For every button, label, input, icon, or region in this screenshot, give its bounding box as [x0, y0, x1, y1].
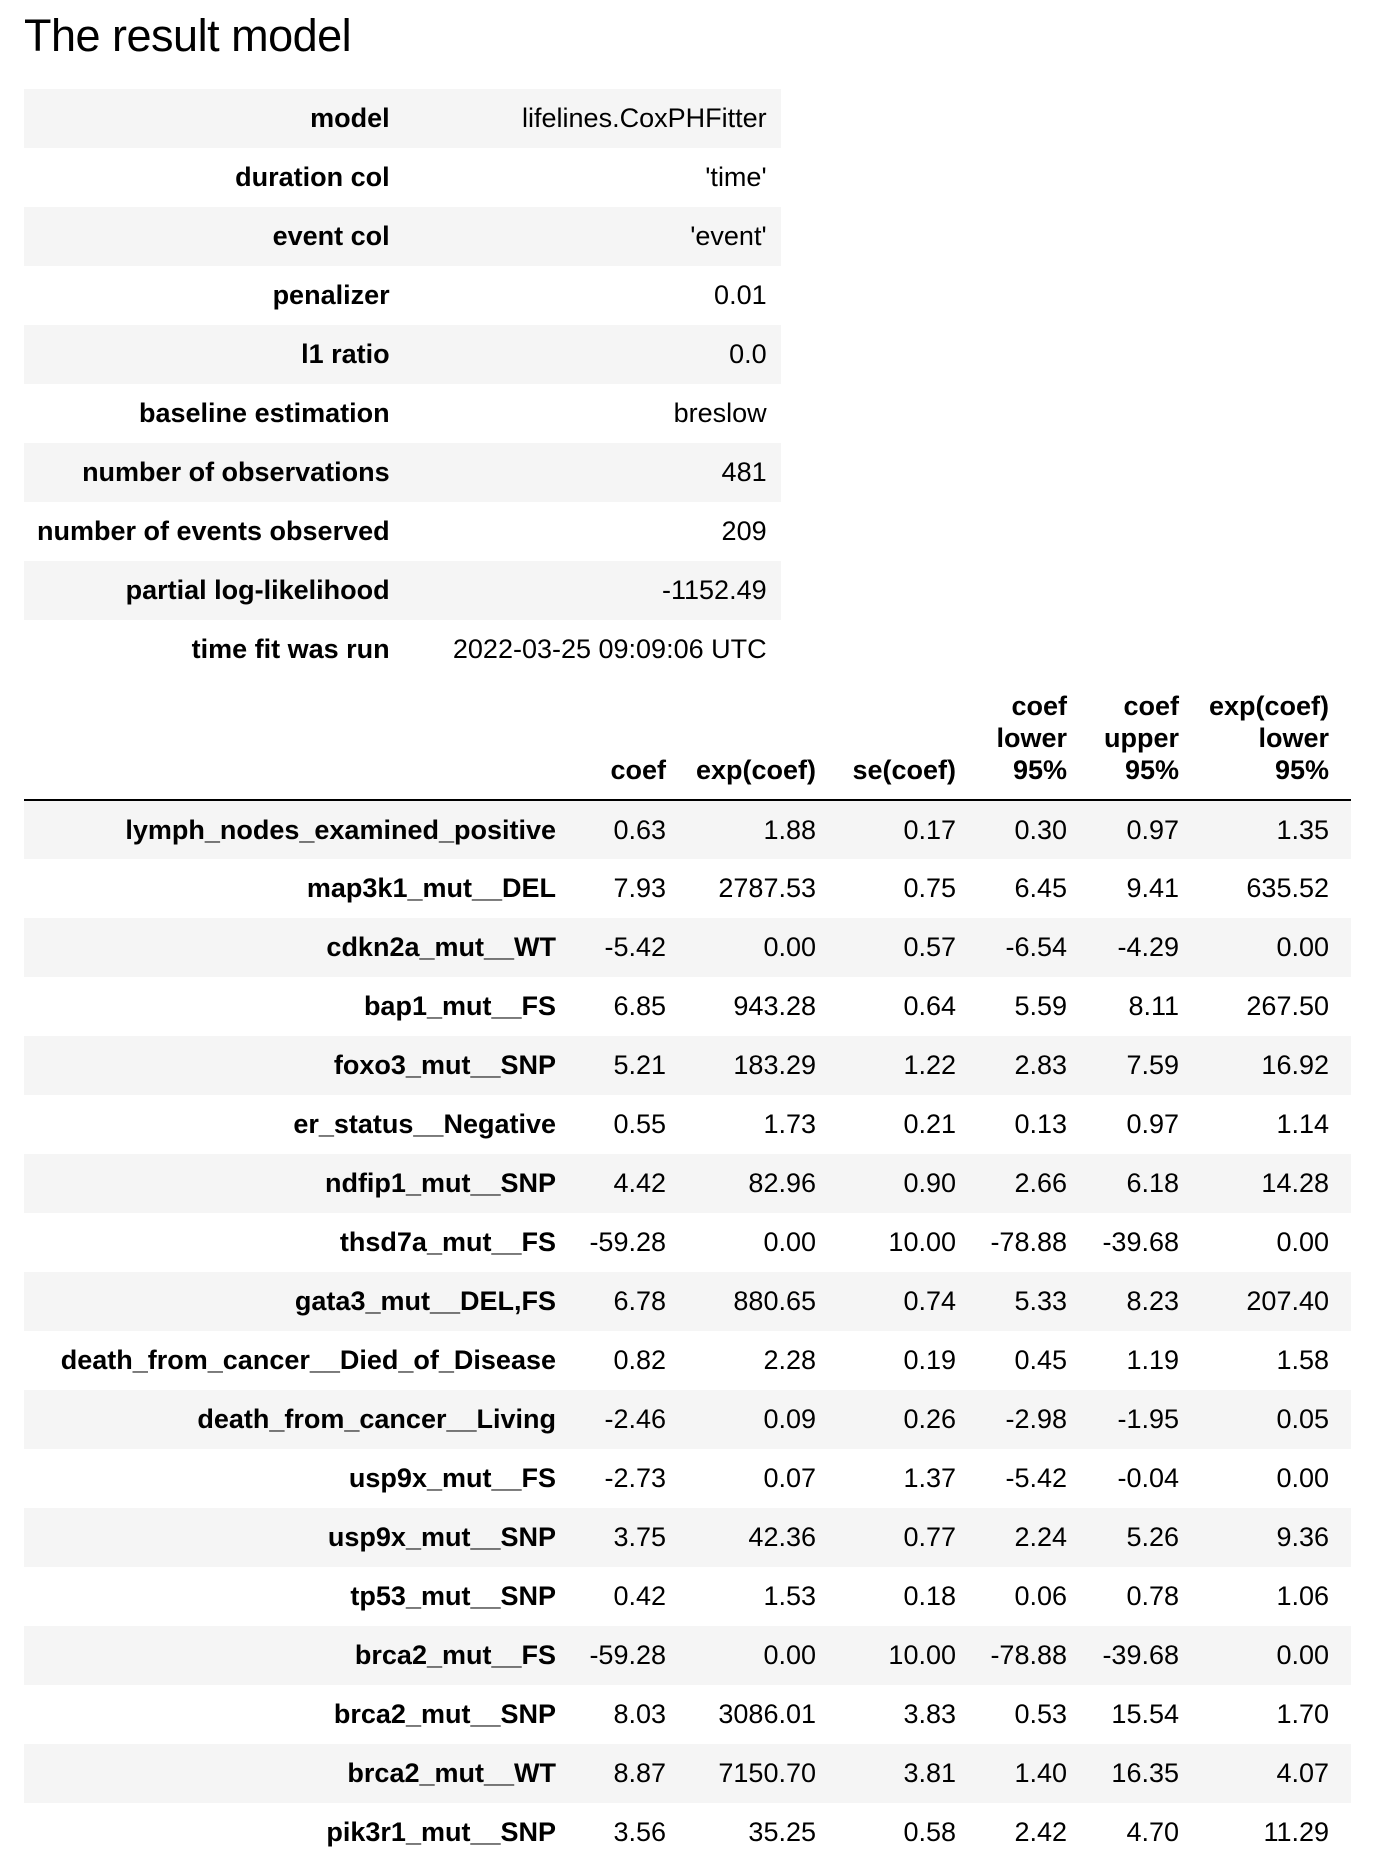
- table-row: [24, 1508, 1351, 1567]
- header-line: 95%: [1274, 755, 1329, 785]
- cell-exp-coef: 0.00: [763, 1227, 816, 1257]
- cell-se-coef: 0.26: [838, 1390, 978, 1449]
- cell-se-coef: 10.00: [888, 1227, 956, 1257]
- cell-coef-upper-95: 8.23: [1089, 1272, 1201, 1331]
- page-title: The result model: [24, 10, 352, 61]
- cell-coef-lower-95: -78.88: [978, 1626, 1089, 1685]
- cell-coef-lower-95: -78.88: [990, 1227, 1067, 1257]
- cell-coef-lower-95: 0.45: [1014, 1345, 1067, 1375]
- summary-label: number of observations: [24, 443, 417, 502]
- cell-exp-coef-lower-95: 0.00: [1201, 918, 1351, 977]
- summary-row: [24, 620, 781, 679]
- table-row: [24, 1685, 1351, 1744]
- cell-exp-coef-lower-95: 207.40: [1201, 1272, 1351, 1331]
- model-summary-table: [24, 89, 781, 679]
- table-row: [24, 1803, 1351, 1862]
- table-row: [24, 800, 1351, 859]
- cell-coef-upper-95: 9.41: [1126, 873, 1179, 903]
- covariate-name: foxo3_mut__SNP: [24, 1036, 582, 1095]
- cell-se-coef: 3.83: [903, 1699, 956, 1729]
- summary-value: -1152.49: [417, 561, 781, 620]
- cell-coef-lower-95: 5.59: [1014, 991, 1067, 1021]
- cell-coef-lower-95: 2.24: [978, 1508, 1089, 1567]
- cell-exp-coef-lower-95: 635.52: [1246, 873, 1329, 903]
- cell-exp-coef-lower-95: 1.35: [1201, 800, 1351, 859]
- cell-coef: 3.56: [613, 1817, 666, 1847]
- cell-se-coef: 0.17: [838, 800, 978, 859]
- summary-label: model: [24, 89, 417, 148]
- cell-se-coef: 0.57: [838, 918, 978, 977]
- header-line: coef: [1011, 691, 1067, 721]
- cell-exp-coef: 3086.01: [718, 1699, 816, 1729]
- table-row: [24, 1449, 1351, 1508]
- table-row: [24, 1390, 1351, 1449]
- cell-exp-coef: 0.00: [688, 918, 838, 977]
- cell-se-coef: 0.75: [903, 873, 956, 903]
- cell-coef-lower-95: -6.54: [978, 918, 1089, 977]
- cell-exp-coef-lower-95: 1.70: [1276, 1699, 1329, 1729]
- cell-exp-coef: 1.53: [763, 1581, 816, 1611]
- table-row: [24, 1567, 1351, 1626]
- summary-label: baseline estimation: [139, 398, 390, 428]
- table-row: [24, 1744, 1351, 1803]
- covariate-name: usp9x_mut__FS: [348, 1463, 556, 1493]
- summary-value: 0.01: [714, 280, 767, 310]
- cell-se-coef: 0.90: [838, 1154, 978, 1213]
- cell-exp-coef: 7150.70: [688, 1744, 838, 1803]
- cell-coef-lower-95: 0.53: [1014, 1699, 1067, 1729]
- cell-coef: 0.42: [613, 1581, 666, 1611]
- cell-exp-coef-lower-95: 0.00: [1201, 1626, 1351, 1685]
- covariate-name: brca2_mut__WT: [24, 1744, 582, 1803]
- covariate-name: lymph_nodes_examined_positive: [24, 800, 582, 859]
- cell-coef-upper-95: 15.54: [1111, 1699, 1179, 1729]
- cell-coef-lower-95: 1.40: [978, 1744, 1089, 1803]
- header-line: upper: [1103, 723, 1179, 753]
- header-line: coef: [1123, 691, 1179, 721]
- cell-coef: 0.55: [613, 1109, 666, 1139]
- cell-se-coef: 0.18: [903, 1581, 956, 1611]
- cell-exp-coef-lower-95: 14.28: [1201, 1154, 1351, 1213]
- cell-exp-coef: 42.36: [688, 1508, 838, 1567]
- header-blank: [24, 690, 582, 800]
- summary-label: number of events observed: [37, 516, 390, 546]
- summary-value: 'time': [705, 162, 767, 192]
- summary-value: 209: [721, 516, 767, 546]
- table-row: [24, 1095, 1351, 1154]
- cell-coef-upper-95: -39.68: [1089, 1626, 1201, 1685]
- cell-se-coef: 0.74: [838, 1272, 978, 1331]
- cell-coef-lower-95: 5.33: [978, 1272, 1089, 1331]
- summary-label: penalizer: [272, 280, 390, 310]
- cell-exp-coef-lower-95: 0.00: [1276, 1227, 1329, 1257]
- summary-label: partial log-likelihood: [24, 561, 417, 620]
- cell-exp-coef-lower-95: 16.92: [1201, 1036, 1351, 1095]
- header-coef-upper-95: [1089, 690, 1201, 800]
- cell-coef-lower-95: 0.30: [978, 800, 1089, 859]
- header-exp-coef: exp(coef): [688, 690, 838, 800]
- cell-exp-coef: 0.07: [763, 1463, 816, 1493]
- cell-exp-coef: 2.28: [763, 1345, 816, 1375]
- summary-row: [24, 325, 781, 384]
- cell-coef-upper-95: -1.95: [1089, 1390, 1201, 1449]
- header-coef: coef: [582, 690, 688, 800]
- covariate-name: ndfip1_mut__SNP: [24, 1154, 582, 1213]
- cell-exp-coef-lower-95: 0.00: [1276, 1463, 1329, 1493]
- cell-exp-coef: 0.09: [688, 1390, 838, 1449]
- cell-exp-coef: 1.73: [763, 1109, 816, 1139]
- covariate-name: tp53_mut__SNP: [350, 1581, 556, 1611]
- cell-coef-lower-95: -2.98: [978, 1390, 1089, 1449]
- summary-label: l1 ratio: [24, 325, 417, 384]
- header-line: 95%: [1012, 755, 1067, 785]
- cell-exp-coef-lower-95: 0.05: [1201, 1390, 1351, 1449]
- cell-se-coef: 3.81: [838, 1744, 978, 1803]
- header-line: exp(coef): [1208, 691, 1329, 721]
- cell-coef: 4.42: [582, 1154, 688, 1213]
- cell-coef: -2.73: [604, 1463, 666, 1493]
- cell-se-coef: 0.58: [903, 1817, 956, 1847]
- summary-row: [24, 502, 781, 561]
- summary-row: [24, 89, 781, 148]
- cell-coef-lower-95: 0.06: [1014, 1581, 1067, 1611]
- cell-coef-upper-95: -0.04: [1117, 1463, 1179, 1493]
- cell-coef-upper-95: 0.78: [1126, 1581, 1179, 1611]
- cell-coef-upper-95: 0.97: [1089, 800, 1201, 859]
- cell-se-coef: 0.64: [903, 991, 956, 1021]
- cell-coef-lower-95: 0.13: [1014, 1109, 1067, 1139]
- cell-coef: 0.63: [582, 800, 688, 859]
- cell-coef: 6.85: [613, 991, 666, 1021]
- cell-coef: 6.78: [582, 1272, 688, 1331]
- covariate-name: cdkn2a_mut__WT: [24, 918, 582, 977]
- cell-exp-coef-lower-95: 4.07: [1201, 1744, 1351, 1803]
- covariate-name: pik3r1_mut__SNP: [326, 1817, 556, 1847]
- table-row: [24, 1272, 1351, 1331]
- cell-coef-upper-95: 7.59: [1089, 1036, 1201, 1095]
- summary-row: [24, 148, 781, 207]
- header-line: lower: [996, 723, 1067, 753]
- summary-row: [24, 561, 781, 620]
- header-line: lower: [1258, 723, 1329, 753]
- summary-label: time fit was run: [191, 634, 390, 664]
- cell-coef-upper-95: 1.19: [1126, 1345, 1179, 1375]
- cell-coef: 5.21: [582, 1036, 688, 1095]
- cell-exp-coef: 35.25: [748, 1817, 816, 1847]
- header-exp-coef-lower-95: [1201, 690, 1351, 800]
- cell-coef: -59.28: [582, 1626, 688, 1685]
- cell-exp-coef-lower-95: 11.29: [1263, 1817, 1329, 1847]
- cell-exp-coef: 1.88: [688, 800, 838, 859]
- cell-coef: -59.28: [589, 1227, 666, 1257]
- summary-value: breslow: [673, 398, 767, 428]
- summary-value: 481: [417, 443, 781, 502]
- cell-coef-upper-95: 16.35: [1089, 1744, 1201, 1803]
- covariate-name: thsd7a_mut__FS: [339, 1227, 556, 1257]
- cell-coef-lower-95: 6.45: [1014, 873, 1067, 903]
- cell-coef-upper-95: 4.70: [1126, 1817, 1179, 1847]
- cell-coef: 3.75: [582, 1508, 688, 1567]
- covariate-name: map3k1_mut__DEL: [306, 873, 556, 903]
- cell-exp-coef: 2787.53: [718, 873, 816, 903]
- summary-value: 0.0: [417, 325, 781, 384]
- summary-label: event col: [24, 207, 417, 266]
- table-row: [24, 1213, 1351, 1272]
- table-row: [24, 918, 1351, 977]
- cell-coef: -5.42: [582, 918, 688, 977]
- header-se-coef: se(coef): [838, 690, 978, 800]
- cell-exp-coef: 880.65: [688, 1272, 838, 1331]
- covariate-name: gata3_mut__DEL,FS: [24, 1272, 582, 1331]
- cell-exp-coef: 183.29: [688, 1036, 838, 1095]
- covariate-name: usp9x_mut__SNP: [24, 1508, 582, 1567]
- summary-row: [24, 207, 781, 266]
- covariate-name: death_from_cancer__Died_of_Disease: [60, 1345, 556, 1375]
- cell-coef-upper-95: 0.97: [1126, 1109, 1179, 1139]
- header-line: 95%: [1124, 755, 1179, 785]
- cell-coef-upper-95: -39.68: [1102, 1227, 1179, 1257]
- coefficient-table: [24, 690, 1351, 1862]
- cell-coef-lower-95: 2.66: [978, 1154, 1089, 1213]
- covariate-name: er_status__Negative: [293, 1109, 556, 1139]
- cell-coef: 8.03: [613, 1699, 666, 1729]
- covariate-name: death_from_cancer__Living: [24, 1390, 582, 1449]
- cell-coef-upper-95: -4.29: [1089, 918, 1201, 977]
- cell-se-coef: 0.19: [903, 1345, 956, 1375]
- table-row: [24, 1036, 1351, 1095]
- cell-exp-coef: 82.96: [688, 1154, 838, 1213]
- summary-value: lifelines.CoxPHFitter: [417, 89, 781, 148]
- cell-exp-coef-lower-95: 9.36: [1201, 1508, 1351, 1567]
- cell-coef-upper-95: 5.26: [1089, 1508, 1201, 1567]
- summary-row: [24, 384, 781, 443]
- cell-coef-lower-95: -5.42: [1005, 1463, 1067, 1493]
- table-row: [24, 1154, 1351, 1213]
- cell-exp-coef-lower-95: 267.50: [1246, 991, 1329, 1021]
- cell-exp-coef-lower-95: 1.58: [1276, 1345, 1329, 1375]
- cell-se-coef: 1.22: [838, 1036, 978, 1095]
- cell-exp-coef-lower-95: 1.14: [1276, 1109, 1329, 1139]
- covariate-name: brca2_mut__FS: [24, 1626, 582, 1685]
- cell-coef-lower-95: 2.42: [1014, 1817, 1067, 1847]
- cell-se-coef: 10.00: [838, 1626, 978, 1685]
- cell-exp-coef: 0.00: [688, 1626, 838, 1685]
- table-row: [24, 1626, 1351, 1685]
- covariate-name: bap1_mut__FS: [363, 991, 556, 1021]
- cell-se-coef: 0.77: [838, 1508, 978, 1567]
- summary-row: [24, 266, 781, 325]
- cell-coef: 0.82: [613, 1345, 666, 1375]
- covariate-name: brca2_mut__SNP: [333, 1699, 556, 1729]
- cell-coef: -2.46: [582, 1390, 688, 1449]
- coefficient-table-header: [24, 690, 1351, 800]
- cell-coef: 7.93: [613, 873, 666, 903]
- summary-label: duration col: [235, 162, 390, 192]
- cell-se-coef: 0.21: [903, 1109, 956, 1139]
- summary-value: 'event': [417, 207, 781, 266]
- cell-se-coef: 1.37: [903, 1463, 956, 1493]
- summary-row: [24, 443, 781, 502]
- summary-value: 2022-03-25 09:09:06 UTC: [452, 634, 767, 664]
- cell-exp-coef-lower-95: 1.06: [1276, 1581, 1329, 1611]
- header-coef-lower-95: [978, 690, 1089, 800]
- table-row: [24, 977, 1351, 1036]
- cell-coef: 8.87: [582, 1744, 688, 1803]
- cell-exp-coef: 943.28: [733, 991, 816, 1021]
- table-row: [24, 1331, 1351, 1390]
- table-row: [24, 859, 1351, 918]
- cell-coef-upper-95: 6.18: [1089, 1154, 1201, 1213]
- cell-coef-upper-95: 8.11: [1128, 991, 1179, 1021]
- cell-coef-lower-95: 2.83: [978, 1036, 1089, 1095]
